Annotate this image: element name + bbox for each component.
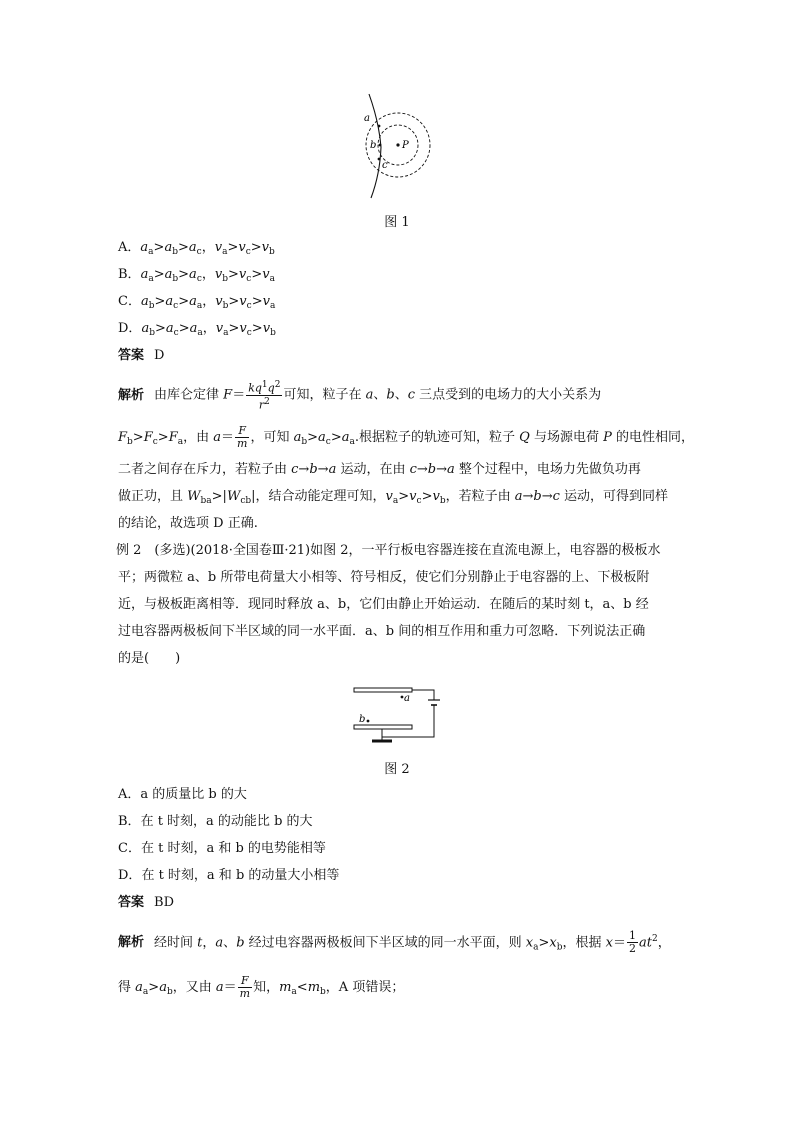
q2-option-c: C．在 t 时刻，a 和 b 的电势能相等	[118, 841, 326, 856]
fig2-label-b: b	[359, 714, 366, 725]
q1-option-a: A．$a_a>a_b>a_c$，$v_a>v_c>v_b$	[118, 240, 275, 257]
q1-option-b: B．$a_a>a_b>a_c$，$v_b>v_c>v_a$	[118, 267, 275, 284]
figure-1-caption: 图 1	[384, 215, 410, 230]
q2-option-a: A．a 的质量比 b 的大	[118, 787, 247, 802]
q2-analysis-line-2: 得 $a_a>a_b$，又由 a＝ $\frac{F}{m}$ 知，$m_a<m_b$，A 项错误；	[118, 974, 405, 1000]
q2-analysis-line-1: 解析 经时间 t，a、b 经过电容器两极板间下半区域的同一水平面，则 $x_a>x_b$，根据 x＝ $\frac{1}{2}$ $at^2$，	[118, 929, 671, 956]
q2-answer: 答案 BD	[118, 895, 174, 910]
q2-option-b: B．在 t 时刻，a 的动能比 b 的大	[118, 814, 313, 829]
q1-option-d: D．$a_b>a_c>a_a$，$v_a>v_c>v_b$	[118, 321, 276, 338]
q2-stem-line-4: 过电容器两极板间下半区域的同一水平面．a、b 间的相互作用和重力可忽略．下列说法正确	[118, 624, 646, 639]
figure-2-diagram	[348, 676, 440, 748]
fig1-label-a: a	[364, 113, 370, 124]
q1-analysis-line-3: 二者之间存在斥力，若粒子由 c→b→a 运动，在由 c→b→a 整个过程中，电场力先做负功再	[118, 462, 641, 477]
q1-analysis-line-2: $F_b>F_c>F_a$，由 a＝ $\frac{F}{m}$ ，可知 $a_b>a_c>a_a$.根据粒子的轨迹可知，粒子 Q 与场源电荷 P 的电性相同，	[118, 424, 694, 450]
q2-stem-line-3: 近，与极板距离相等．现同时释放 a、b，它们由静止开始运动．在随后的某时刻 t，a、b 经	[118, 597, 649, 612]
q1-option-c: C．$a_b>a_c>a_a$，$v_b>v_c>v_a$	[118, 294, 276, 311]
fig1-label-c: c	[382, 160, 388, 171]
q1-analysis-line-4: 做正功，且 $W_{ba}>|W_{cb}|$，结合动能定理可知，$v_a>v_c>v_b$，若粒子由 a→b→c 运动，可得到同样	[118, 489, 669, 506]
fig2-label-a: a	[404, 693, 410, 704]
figure-1-diagram	[355, 92, 445, 200]
q1-analysis-line-1: 解析 由库仑定律 F＝ $\frac{kq^1q^2}{r^2}$ 可知，粒子在 a、b、c 三点受到的电场力的大小关系为	[118, 380, 602, 412]
q1-answer: 答案 D	[118, 348, 165, 363]
fig1-label-P: P	[402, 140, 409, 151]
q2-stem-line-5: 的是( )	[118, 651, 181, 666]
q2-stem-line-2: 平；两微粒 a、b 所带电荷量大小相等、符号相反，使它们分别静止于电容器的上、下极板附	[118, 570, 650, 585]
figure-2-caption: 图 2	[384, 762, 410, 777]
q2-option-d: D．在 t 时刻，a 和 b 的动量大小相等	[118, 868, 340, 883]
q1-analysis-line-5: 的结论，故选项 D 正确.	[118, 516, 258, 531]
fig1-label-b: b	[370, 140, 377, 151]
q2-stem-line-1: 例 2 (多选)(2018·全国卷Ⅲ·21)如图 2，一平行板电容器连接在直流电源上，电容器的极板水	[116, 543, 661, 558]
